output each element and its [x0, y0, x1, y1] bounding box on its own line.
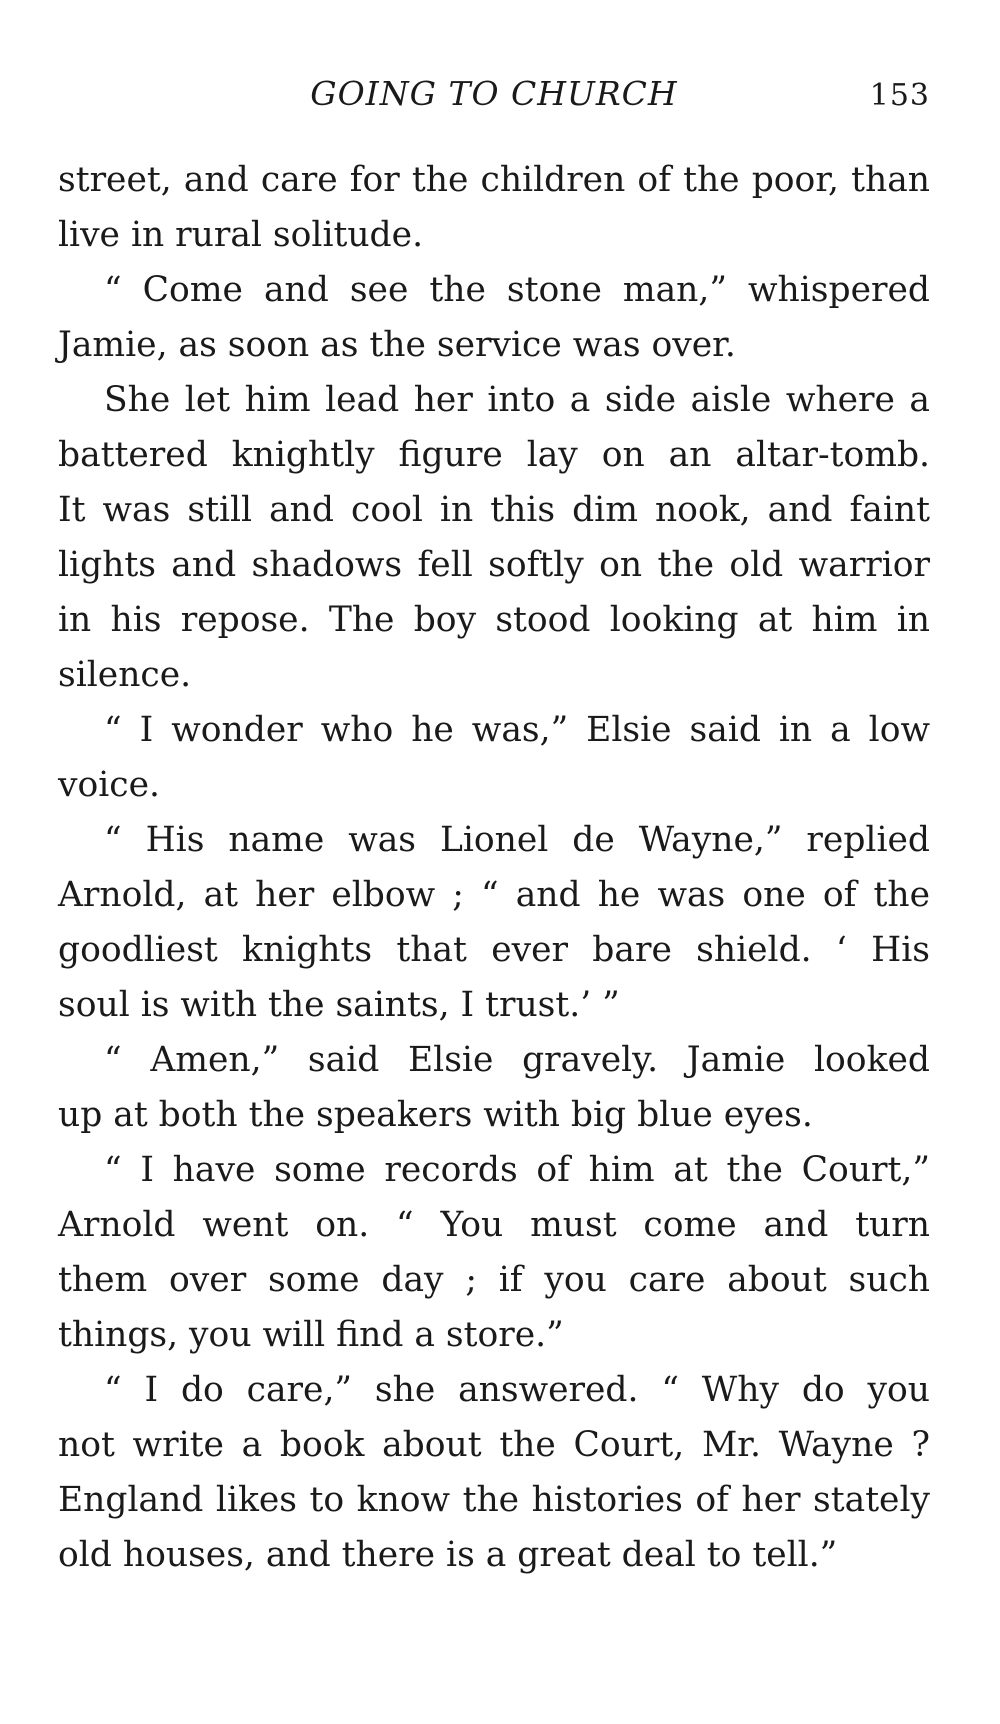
text-line: England likes to know the histories of her stately — [58, 1480, 930, 1520]
text-line: lights and shadows fell softly on the old warrior — [58, 545, 930, 585]
chapter-title: GOING TO CHURCH — [310, 74, 678, 113]
page-number: 153 — [869, 78, 930, 113]
text-line: “ I wonder who he was,” Elsie said in a low — [104, 710, 930, 750]
text-line: things, you will find a store.” — [58, 1315, 564, 1355]
body-text — [58, 153, 930, 1583]
text-line: live in rural solitude. — [58, 215, 424, 255]
text-line: Arnold went on. “ You must come and turn — [58, 1205, 930, 1245]
text-line: old houses, and there is a great deal to tell.” — [58, 1535, 838, 1575]
text-line: “ His name was Lionel de Wayne,” replied — [104, 820, 930, 860]
text-line: “ I have some records of him at the Court,” — [104, 1150, 930, 1190]
text-line: “ I do care,” she answered. “ Why do you — [104, 1370, 930, 1410]
text-line: soul is with the saints, I trust.’ ” — [58, 985, 620, 1025]
text-line: silence. — [58, 655, 192, 695]
text-line: them over some day ; if you care about such — [58, 1260, 930, 1300]
text-line: She let him lead her into a side aisle where a — [104, 380, 930, 420]
text-line: Jamie, as soon as the service was over. — [58, 325, 736, 365]
running-head — [58, 74, 930, 124]
text-line: “ Amen,” said Elsie gravely. Jamie looked — [104, 1040, 930, 1080]
text-line: up at both the speakers with big blue eyes. — [58, 1095, 813, 1135]
text-line: in his repose. The boy stood looking at him in — [58, 600, 930, 640]
text-line: “ Come and see the stone man,” whispered — [104, 270, 930, 310]
text-line: Arnold, at her elbow ; “ and he was one of the — [58, 875, 930, 915]
text-line: It was still and cool in this dim nook, and faint — [58, 490, 930, 530]
text-line: goodliest knights that ever bare shield. ‘ His — [58, 930, 930, 970]
text-line: street, and care for the children of the poor, than — [58, 160, 930, 200]
text-line: voice. — [58, 765, 161, 805]
text-line: not write a book about the Court, Mr. Wayne ? — [58, 1425, 930, 1465]
text-line: battered knightly figure lay on an altar-tomb. — [58, 435, 930, 475]
